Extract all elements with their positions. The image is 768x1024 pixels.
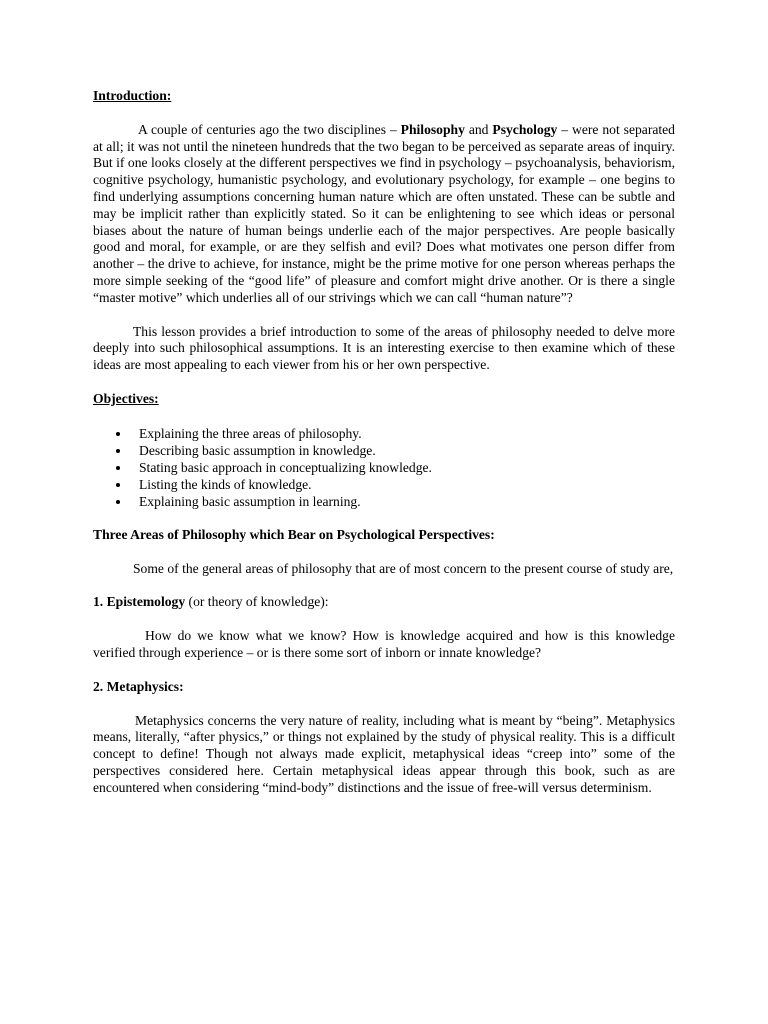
document-body (93, 88, 675, 797)
objectives-list (93, 425, 675, 510)
introduction-paragraph-2: This lesson provides a brief introduction to some of the areas of philosophy needed to delve more deeply into such philosophical assumptions. It is an interesting exercise to then examine which of these ideas are most appealing to each viewer from his or her own perspective. (93, 323, 675, 373)
epistemology-subtitle: (or theory of knowledge): (185, 594, 329, 610)
metaphysics-heading: 2. Metaphysics: (93, 678, 184, 694)
bullet-icon (116, 483, 120, 487)
list-item: Explaining basic assumption in learning. (93, 493, 675, 510)
term-psychology: Psychology (492, 121, 558, 137)
intro-text-a: A couple of centuries ago the two disciplines – (138, 121, 401, 137)
bullet-icon (116, 432, 120, 436)
introduction-paragraph-1 (93, 122, 675, 307)
introduction-heading: Introduction: (93, 88, 172, 103)
three-areas-heading: Three Areas of Philosophy which Bear on Psychological Perspectives: (93, 526, 495, 542)
bullet-icon (116, 500, 120, 504)
list-item: Listing the kinds of knowledge. (93, 476, 675, 493)
epistemology-paragraph: How do we know what we know? How is knowledge acquired and how is this knowledge verified through experience – or is there some sort of inborn or innate knowledge? (93, 628, 675, 660)
intro-text-d: – were not separated at all; it was not until the nineteen hundreds that the two began to be perceived as separate areas of inquiry. But if one looks closely at the different perspectives we find in psychology – psychoanalysis, behaviorism, cognitive psychology, humanistic psychology, and evolutionary psychology, for example – one begins to find underlying assumptions concerning human nature which are often unstated. These can be subtle and may be implicit rather than explicitly stated. So it can be enlightening to see which ideas or personal biases about the nature of human beings underlie each of the major perspectives. Are people basically good and moral, for example, or are they selfish and evil? Does what motivates one person differ from another – the drive to achieve, for instance, might be the prime motive for one person whereas perhaps the more simple seeking of the “good life” of pleasure and comfort might drive another. Or is there a single “master motive” which underlies all of our strivings which we can call “human nature”? (93, 121, 675, 305)
metaphysics-paragraph: Metaphysics concerns the very nature of reality, including what is meant by “being”. Metaphysics means, literally, “after physics,” or things not explained by the study of physical reality. This is a difficult concept to define! Though not always made explicit, metaphysical ideas “creep into” some of the perspectives considered here. Certain metaphysical ideas appear through this book, such as are encountered when considering “mind-body” distinctions and the issue of free-will versus determinism. (93, 712, 675, 795)
list-item: Stating basic approach in conceptualizing knowledge. (93, 459, 675, 476)
intro-text-c: and (464, 121, 493, 137)
list-item: Explaining the three areas of philosophy. (93, 425, 675, 442)
objectives-heading: Objectives: (93, 390, 159, 406)
term-philosophy: Philosophy (400, 121, 465, 137)
bullet-icon (116, 449, 120, 453)
list-item: Describing basic assumption in knowledge. (93, 442, 675, 459)
epistemology-heading (93, 594, 675, 611)
epistemology-title: 1. Epistemology (93, 594, 186, 610)
bullet-icon (116, 466, 120, 470)
three-areas-paragraph: Some of the general areas of philosophy that are of most concern to the present course of study are, (133, 560, 674, 576)
